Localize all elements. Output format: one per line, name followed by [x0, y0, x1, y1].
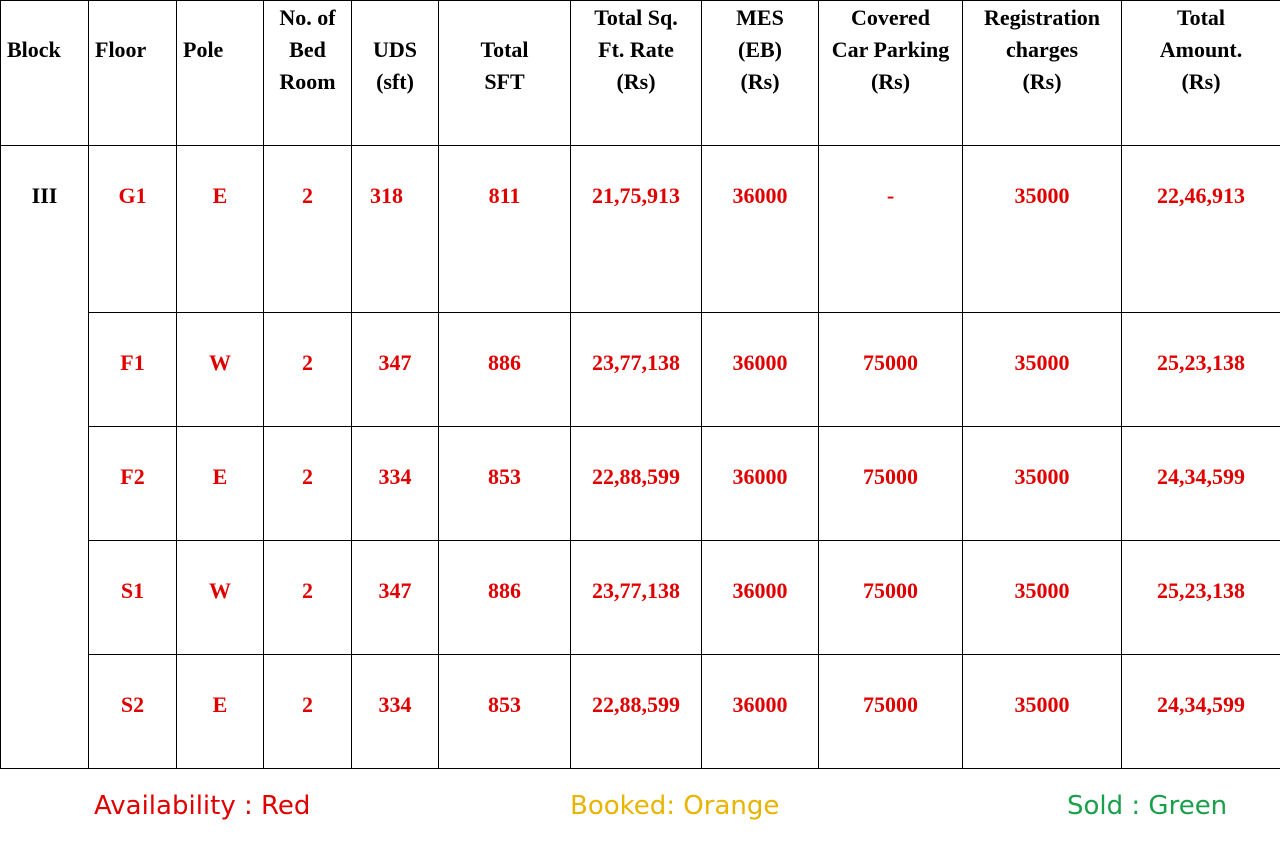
header-pole: Pole	[177, 1, 264, 146]
table-row	[1, 427, 1280, 541]
pole-cell: W	[177, 313, 264, 427]
header-bedrooms: No. of Bed Room	[264, 1, 352, 146]
parking-cell: 75000	[819, 427, 963, 541]
header-registration: Registration charges (Rs)	[963, 1, 1122, 146]
bedrooms-cell: 2	[264, 427, 352, 541]
header-sqft-rate: Total Sq. Ft. Rate (Rs)	[571, 1, 702, 146]
total-amount-cell: 24,34,599	[1122, 427, 1280, 541]
header-uds: UDS (sft)	[352, 1, 439, 146]
header-block: Block	[1, 1, 89, 146]
sqft-rate-cell: 22,88,599	[571, 655, 702, 769]
header-row	[1, 1, 1280, 146]
legend-booked: Booked: Orange	[570, 791, 780, 821]
registration-cell: 35000	[963, 427, 1122, 541]
parking-cell: 75000	[819, 313, 963, 427]
pole-cell: E	[177, 427, 264, 541]
legend-available: Availability : Red	[94, 791, 311, 821]
uds-cell: 334	[352, 427, 439, 541]
sqft-rate-cell: 23,77,138	[571, 313, 702, 427]
header-total-amount: Total Amount. (Rs)	[1122, 1, 1280, 146]
registration-cell: 35000	[963, 541, 1122, 655]
header-total-sft: Total SFT	[439, 1, 571, 146]
registration-cell: 35000	[963, 655, 1122, 769]
mes-cell: 36000	[702, 146, 819, 313]
floor-cell: S2	[89, 655, 177, 769]
floor-cell: F1	[89, 313, 177, 427]
mes-cell: 36000	[702, 313, 819, 427]
floor-cell: F2	[89, 427, 177, 541]
sqft-rate-cell: 21,75,913	[571, 146, 702, 313]
table-row	[1, 146, 1280, 313]
floor-cell: G1	[89, 146, 177, 313]
uds-cell: 347	[352, 313, 439, 427]
table-row	[1, 313, 1280, 427]
total-amount-cell: 22,46,913	[1122, 146, 1280, 313]
pole-cell: E	[177, 146, 264, 313]
header-floor: Floor	[89, 1, 177, 146]
total-sft-cell: 853	[439, 427, 571, 541]
floor-cell: S1	[89, 541, 177, 655]
legend-sold: Sold : Green	[1067, 791, 1228, 821]
block-cell: III	[1, 146, 89, 769]
total-sft-cell: 886	[439, 541, 571, 655]
mes-cell: 36000	[702, 541, 819, 655]
total-amount-cell: 24,34,599	[1122, 655, 1280, 769]
mes-cell: 36000	[702, 427, 819, 541]
table-row	[1, 541, 1280, 655]
registration-cell: 35000	[963, 313, 1122, 427]
sqft-rate-cell: 23,77,138	[571, 541, 702, 655]
uds-cell: 334	[352, 655, 439, 769]
uds-cell: 318	[352, 146, 439, 313]
status-legend	[0, 788, 1280, 828]
total-sft-cell: 886	[439, 313, 571, 427]
sqft-rate-cell: 22,88,599	[571, 427, 702, 541]
parking-cell: 75000	[819, 655, 963, 769]
registration-cell: 35000	[963, 146, 1122, 313]
bedrooms-cell: 2	[264, 146, 352, 313]
total-amount-cell: 25,23,138	[1122, 541, 1280, 655]
mes-cell: 36000	[702, 655, 819, 769]
bedrooms-cell: 2	[264, 541, 352, 655]
pole-cell: W	[177, 541, 264, 655]
total-sft-cell: 811	[439, 146, 571, 313]
parking-cell: -	[819, 146, 963, 313]
header-mes: MES (EB) (Rs)	[702, 1, 819, 146]
bedrooms-cell: 2	[264, 655, 352, 769]
pole-cell: E	[177, 655, 264, 769]
total-sft-cell: 853	[439, 655, 571, 769]
uds-cell: 347	[352, 541, 439, 655]
total-amount-cell: 25,23,138	[1122, 313, 1280, 427]
parking-cell: 75000	[819, 541, 963, 655]
table-row	[1, 655, 1280, 769]
bedrooms-cell: 2	[264, 313, 352, 427]
header-parking: Covered Car Parking (Rs)	[819, 1, 963, 146]
